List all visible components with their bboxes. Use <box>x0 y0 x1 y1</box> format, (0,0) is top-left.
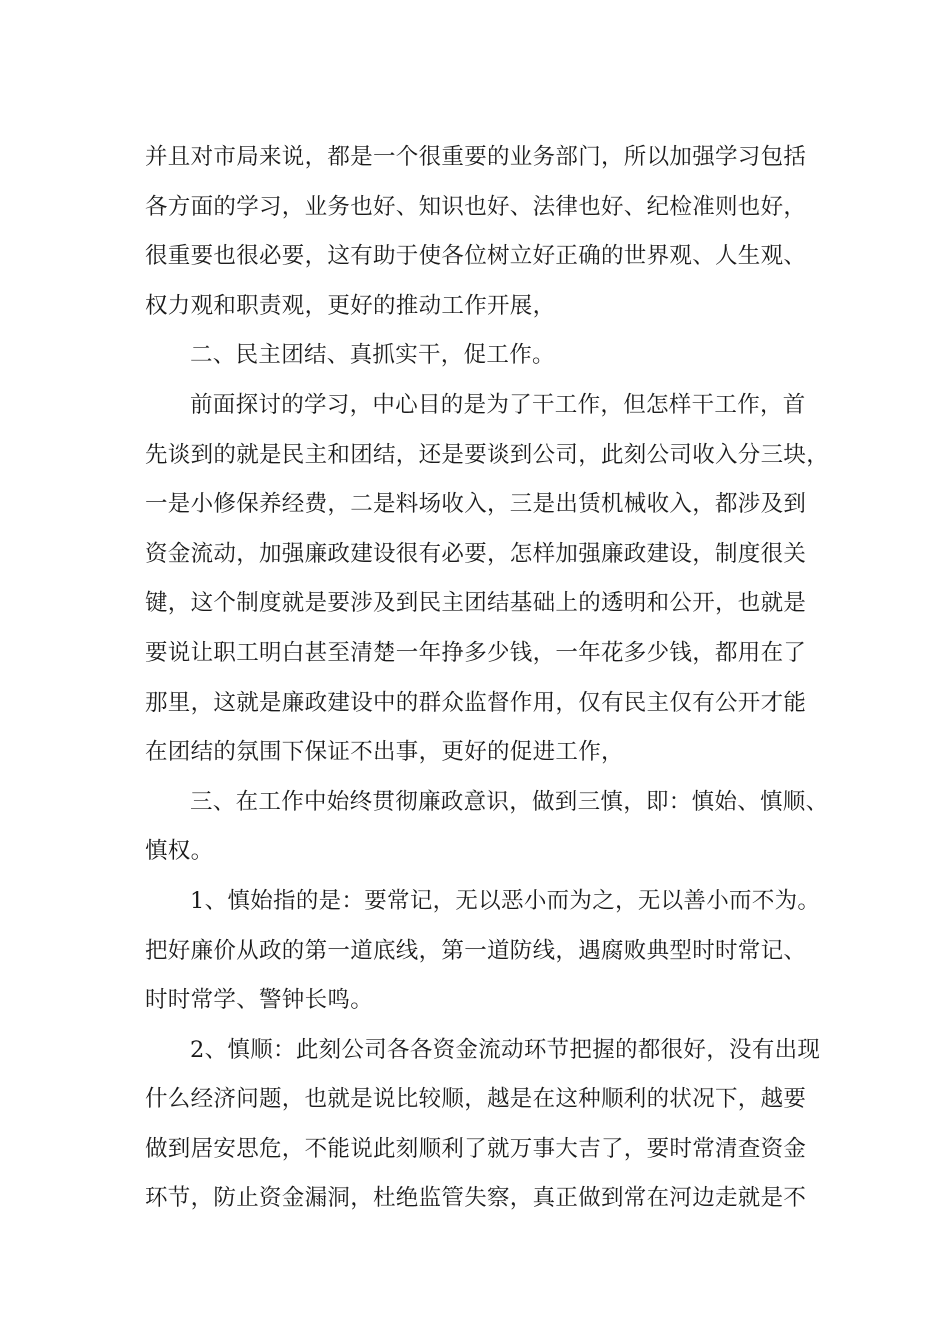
text-line: 慎权。 <box>145 838 214 865</box>
text-line: 环节，防止资金漏洞，杜绝监管失察，真正做到常在河边走就是不 <box>145 1185 807 1212</box>
text-line: 什么经济问题，也就是说比较顺，越是在这种顺利的状况下，越要 <box>145 1086 807 1113</box>
text-line: 把好廉价从政的第一道底线，第一道防线，遇腐败典型时时常记、 <box>145 937 807 964</box>
document-body <box>145 133 830 1224</box>
text-line: 时时常学、警钟长鸣。 <box>145 987 374 1014</box>
text-line: 那里，这就是廉政建设中的群众监督作用，仅有民主仅有公开才能 <box>145 689 807 716</box>
text-line: 资金流动，加强廉政建设很有必要，怎样加强廉政建设，制度很关 <box>145 540 807 567</box>
text-line: 三、在工作中始终贯彻廉政意识，做到三慎，即：慎始、慎顺、 <box>190 788 829 815</box>
text-line: 做到居安思危，不能说此刻顺利了就万事大吉了，要时常清查资金 <box>145 1135 807 1162</box>
text-line: 一是小修保养经费，二是料场收入，三是出赁机械收入，都涉及到 <box>145 491 807 518</box>
text-line: 先谈到的就是民主和团结，还是要谈到公司，此刻公司收入分三块， <box>145 441 830 468</box>
text-line: 要说让职工明白甚至清楚一年挣多少钱，一年花多少钱，都用在了 <box>145 639 807 666</box>
text-line: 各方面的学习，业务也好、知识也好、法律也好、纪检准则也好， <box>145 193 807 220</box>
text-line: 二、民主团结、真抓实干，促工作。 <box>190 342 555 369</box>
text-line: 键，这个制度就是要涉及到民主团结基础上的透明和公开，也就是 <box>145 590 807 617</box>
text-line: 1、慎始指的是：要常记，无以恶小而为之，无以善小而不为。 <box>190 887 821 914</box>
text-line: 权力观和职责观，更好的推动工作开展， <box>145 292 556 319</box>
text-line: 2、慎顺：此刻公司各各资金流动环节把握的都很好，没有出现 <box>190 1036 821 1063</box>
text-line: 前面探讨的学习，中心目的是为了干工作，但怎样干工作，首 <box>190 391 806 418</box>
text-line: 并且对市局来说，都是一个很重要的业务部门，所以加强学习包括 <box>145 144 807 170</box>
text-line: 很重要也很必要，这有助于使各位树立好正确的世界观、人生观、 <box>145 243 807 270</box>
text-line: 在团结的氛围下保证不出事，更好的促进工作， <box>145 739 624 766</box>
